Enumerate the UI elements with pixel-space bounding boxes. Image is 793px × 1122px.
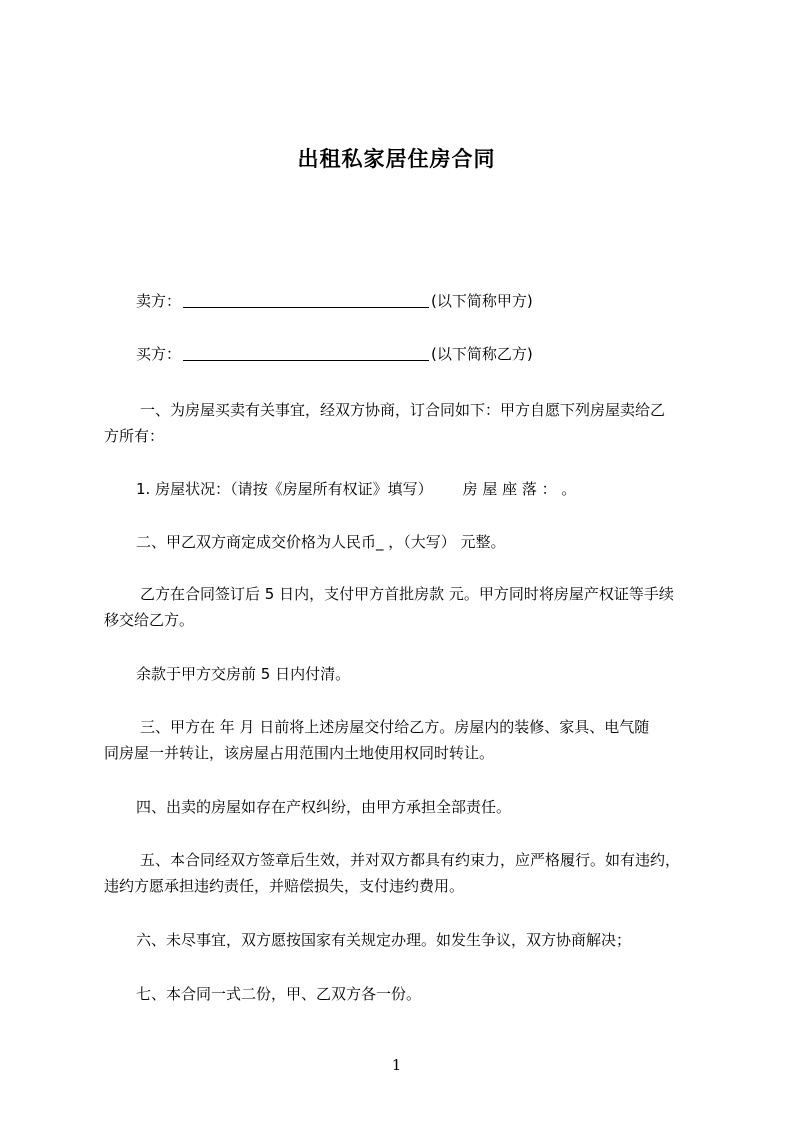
seller-line (136, 291, 716, 311)
clause-7: 七、本合同一式二份，甲、乙双方各一份。 (136, 985, 422, 1003)
page-title: 出租私家居住房合同 (297, 147, 496, 171)
clause-3-line-2: 同房屋一并转让，该房屋占用范围内土地使用权同时转让。 (104, 744, 495, 762)
item-1-left: 1. 房屋状况：（请按《房屋所有权证》填写） (136, 480, 433, 498)
seller-label: 卖方： (136, 292, 182, 310)
clause-5-line-2: 违约方愿承担违约责任，并赔偿损失，支付违约费用。 (104, 877, 465, 895)
buyer-blank (183, 345, 429, 361)
item-1-line (136, 479, 716, 499)
clause-6: 六、未尽事宜，双方愿按国家有关规定办理。如发生争议，双方协商解决； (136, 931, 632, 949)
clause-3-line-1: 三、甲方在 年 月 日前将上述房屋交付给乙方。房屋内的装修、家具、电气随 (140, 718, 650, 736)
clause-1-line-1: 一、为房屋买卖有关事宜，经双方协商，订合同如下：甲方自愿下列房屋卖给乙 (140, 401, 666, 419)
seller-suffix: (以下简称甲方) (431, 292, 533, 310)
buyer-suffix: (以下简称乙方) (431, 345, 533, 363)
clause-1-line-2: 方所有： (104, 427, 165, 445)
payment-line-2: 移交给乙方。 (104, 611, 195, 629)
clause-2: 二、甲乙双方商定成交价格为人民币_ ，（大写） 元整。 (136, 533, 506, 551)
item-1-right: 房 屋 座 落 ： 。 (462, 480, 577, 498)
buyer-line (136, 344, 716, 364)
seller-blank (183, 292, 429, 308)
payment-line-1: 乙方在合同签订后 5 日内，支付甲方首批房款 元。甲方同时将房屋产权证等手续 (140, 585, 674, 603)
clause-4: 四、出卖的房屋如存在产权纠纷，由甲方承担全部责任。 (136, 798, 512, 816)
page-number: 1 (391, 1056, 402, 1074)
clause-5-line-1: 五、本合同经双方签章后生效，并对双方都具有约束力，应严格履行。如有违约， (140, 851, 681, 869)
balance-line: 余款于甲方交房前 5 日内付清。 (136, 665, 351, 683)
buyer-label: 买方： (136, 345, 182, 363)
